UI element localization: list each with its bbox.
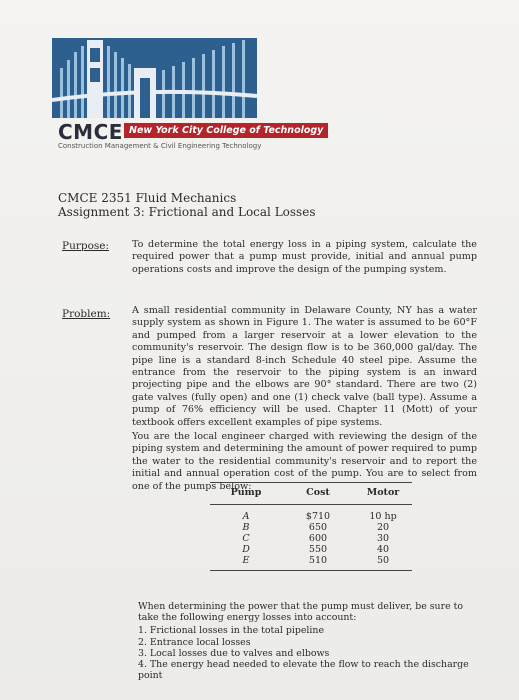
problem-label: Problem:	[62, 308, 111, 320]
list-item: 3. Local losses due to valves and elbows	[138, 647, 330, 659]
table-body-row	[210, 505, 412, 571]
list-item: 2. Entrance local losses	[138, 636, 251, 648]
pump-motors: 10 hp 20 30 40 50	[354, 505, 412, 571]
column-header-cost: Cost	[282, 483, 354, 505]
course-title: CMCE 2351 Fluid Mechanics	[58, 191, 237, 205]
assignment-header	[58, 191, 315, 219]
problem-task-text: You are the local engineer charged with reviewing the design of the piping system and determining the amount of power required to pump the water to the residential community's reservoir and to report the initial and annual operation cost of the pump. You are to select from one of the pumps below:	[132, 431, 477, 492]
losses-intro: When determining the power that the pump must deliver, be sure to take the following energy losses into account:	[138, 601, 464, 624]
list-item: 1. Frictional losses in the total pipeline	[138, 625, 325, 637]
column-header-pump: Pump	[210, 483, 282, 505]
losses-section	[138, 601, 483, 681]
purpose-label: Purpose:	[62, 240, 110, 252]
losses-list	[138, 625, 483, 681]
college-logo	[52, 38, 324, 153]
problem-text: A small residential community in Delaware County, NY has a water supply system as shown in Figure 1. The water is assumed to be 60°F and pumped from a larger reservoir at a lower elevation to the community's reservoir. The design flow is to be 360,000 gal/day. The pipe line is a standard 8-inch Schedule 40 steel pipe. Assume the entrance from the reservoir to the piping system is an inward projecting pipe and the elbows are 90° standard. There are two (2) gate valves (fully open) and one (1) check valve (ball type). Assume a pump of 76% efficiency will be used. Chapter 11 (Mott) of your textbook offers excellent examples of pipe systems.	[132, 305, 477, 428]
list-item: 4. The energy head needed to elevate the flow to reach the discharge point	[138, 659, 469, 682]
table-header-row	[210, 483, 412, 505]
pump-costs: $710 650 600 550 510	[282, 505, 354, 571]
pump-table	[210, 482, 412, 571]
bridge-logo-icon	[52, 38, 257, 118]
college-name-badge: New York City College of Technology	[124, 123, 328, 138]
department-tagline: Construction Management & Civil Engineering Technology	[58, 142, 262, 150]
column-header-motor: Motor	[354, 483, 412, 505]
purpose-text: To determine the total energy loss in a piping system, calculate the required power that a pump must provide, initial and annual pump operations costs and improve the design of the pumping system.	[132, 239, 477, 275]
pump-ids: A B C D E	[210, 505, 282, 571]
assignment-title: Assignment 3: Frictional and Local Losses	[58, 205, 316, 219]
logo-wordmark: CMCE	[58, 120, 123, 144]
